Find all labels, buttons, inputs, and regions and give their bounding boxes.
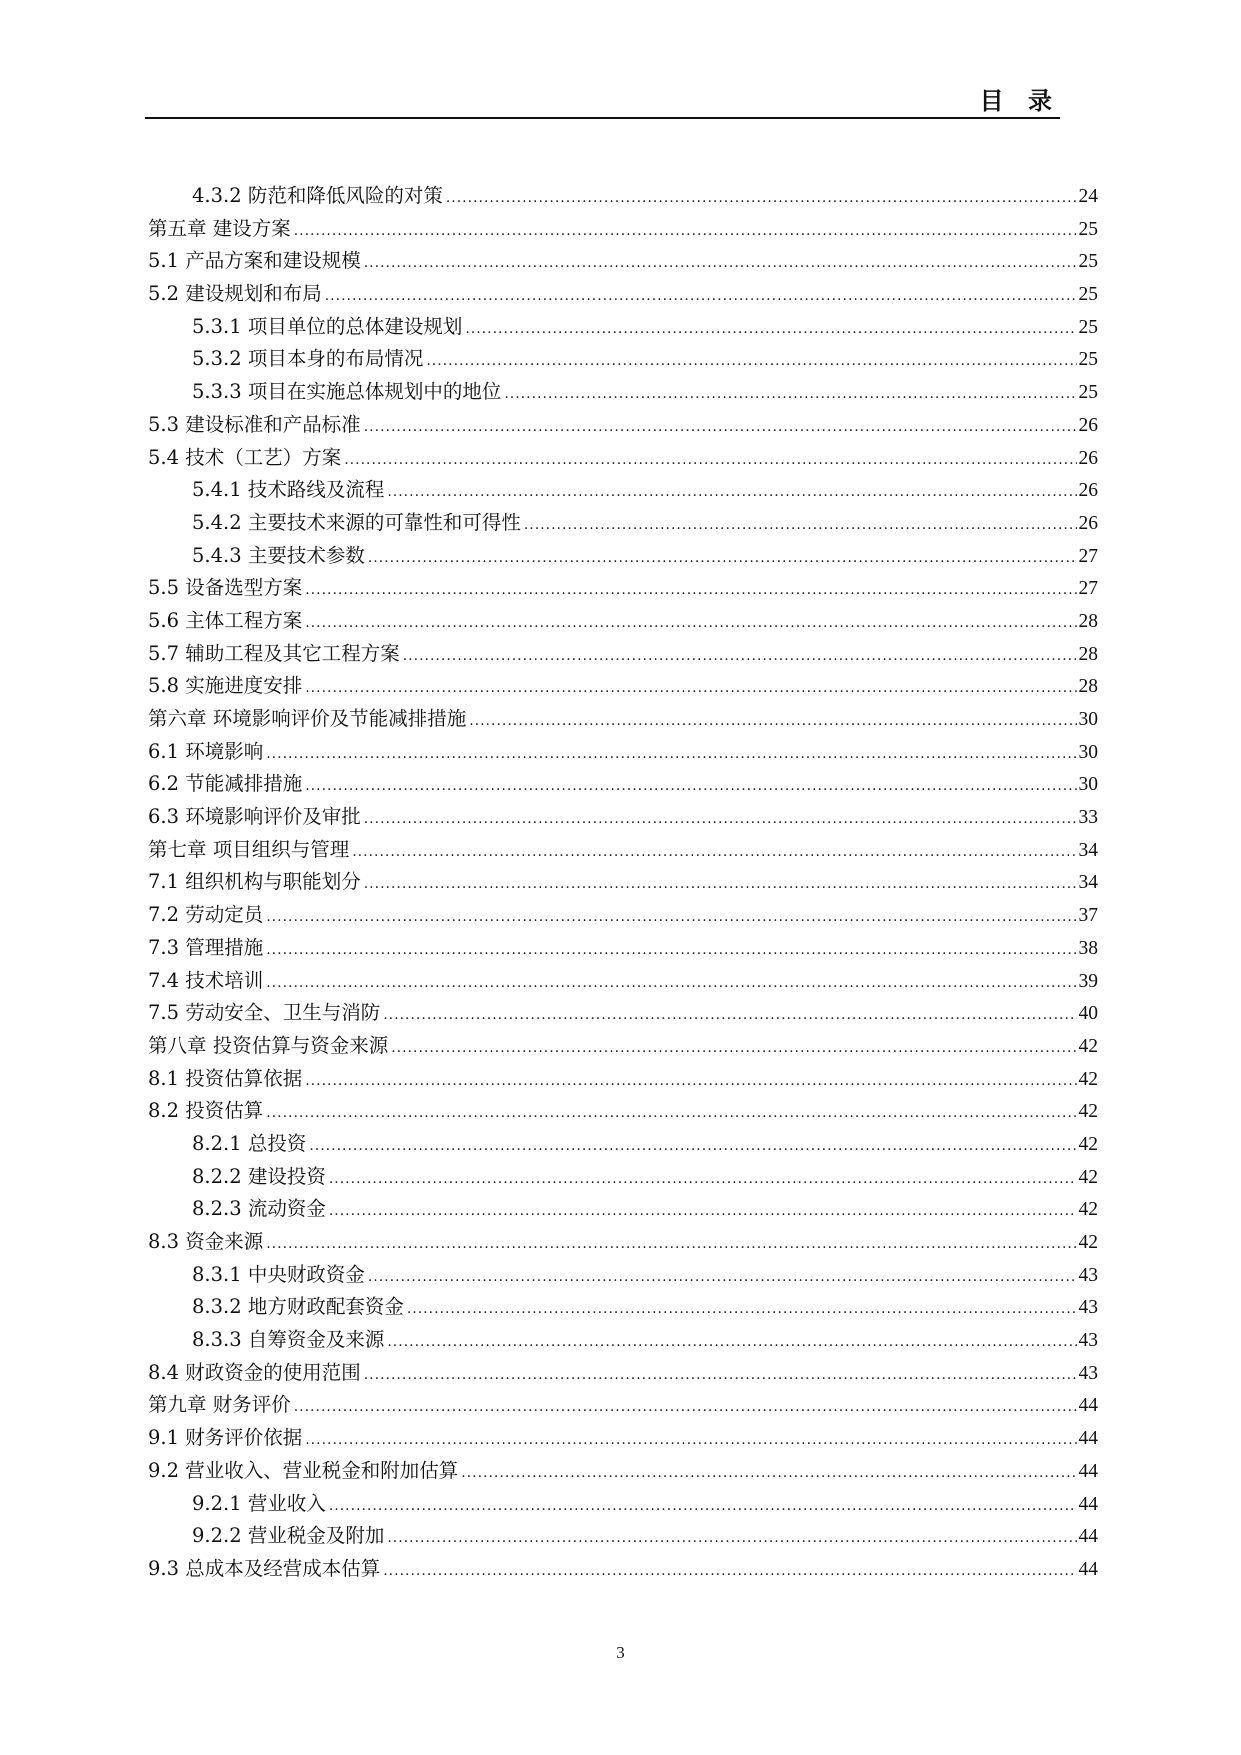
toc-entry-page-number: 25 [1078, 316, 1098, 338]
toc-dot-leader [352, 836, 1076, 869]
toc-entry-page-number: 42 [1078, 1068, 1098, 1090]
toc-dot-leader [524, 509, 1077, 542]
toc-entry[interactable] [148, 997, 1098, 1030]
toc-entry[interactable] [148, 1128, 1098, 1161]
toc-dot-leader [426, 345, 1076, 378]
toc-entry-label: 8.4 财政资金的使用范围 [148, 1360, 361, 1384]
toc-entry-label: 8.2.2 建设投资 [192, 1164, 326, 1188]
toc-dot-leader [329, 1195, 1077, 1228]
toc-entry[interactable] [148, 834, 1098, 867]
toc-entry-page-number: 42 [1078, 1232, 1098, 1253]
toc-entry-label: 第五章 建设方案 [148, 216, 291, 240]
toc-entry-label: 7.2 劳动定员 [148, 903, 264, 927]
toc-entry-page-number: 44 [1078, 1460, 1098, 1482]
toc-entry-page-number: 26 [1078, 480, 1098, 502]
toc-dot-leader [391, 1032, 1076, 1065]
toc-dot-leader [344, 444, 1076, 477]
toc-entry-page-number: 27 [1078, 578, 1098, 600]
toc-entry-label: 5.2 建设规划和布局 [148, 282, 322, 306]
toc-entry[interactable] [148, 1520, 1098, 1553]
toc-entry-label: 5.4.3 主要技术参数 [192, 543, 365, 567]
toc-entry-page-number: 27 [1078, 545, 1098, 567]
toc-dot-leader [309, 1130, 1076, 1163]
toc-entry-page-number: 26 [1078, 447, 1098, 469]
toc-entry[interactable] [148, 245, 1098, 278]
toc-entry-page-number: 44 [1078, 1558, 1098, 1580]
toc-entry-label: 5.1 产品方案和建设规模 [148, 249, 361, 273]
toc-entry-page-number: 42 [1078, 1166, 1098, 1188]
toc-dot-leader [364, 411, 1077, 444]
toc-entry-label: 8.3.1 中央财政资金 [192, 1262, 365, 1286]
toc-entry-label: 9.1 财务评价依据 [148, 1426, 303, 1450]
toc-entry-page-number: 30 [1078, 709, 1098, 730]
toc-entry-label: 7.5 劳动安全、卫生与消防 [148, 1001, 381, 1025]
toc-entry-page-number: 43 [1078, 1264, 1098, 1286]
toc-entry-label: 5.7 辅助工程及其它工程方案 [148, 641, 400, 665]
toc-entry-page-number: 39 [1078, 970, 1098, 992]
toc-entry-page-number: 34 [1078, 872, 1098, 894]
toc-entry-page-number: 42 [1078, 1133, 1098, 1155]
toc-entry-page-number: 43 [1078, 1330, 1098, 1352]
toc-dot-leader [325, 280, 1077, 313]
toc-entry-page-number: 33 [1078, 807, 1098, 829]
toc-dot-leader [364, 247, 1077, 280]
toc-dot-leader [329, 1163, 1077, 1196]
toc-entry-page-number: 28 [1078, 643, 1098, 665]
toc-entry-label: 8.3.2 地方财政配套资金 [192, 1295, 404, 1319]
toc-entry-label: 5.3.3 项目在实施总体规划中的地位 [192, 380, 502, 404]
toc-entry-label: 第九章 财务评价 [148, 1393, 291, 1417]
toc-entry-label: 5.4.1 技术路线及流程 [192, 478, 385, 502]
toc-entry[interactable] [148, 703, 1098, 736]
toc-entry-label: 9.3 总成本及经营成本估算 [148, 1556, 381, 1580]
toc-entry[interactable] [148, 442, 1098, 475]
toc-entry[interactable] [148, 540, 1098, 573]
header-divider [145, 117, 1060, 119]
toc-dot-leader [266, 738, 1076, 771]
toc-entry[interactable] [148, 278, 1098, 311]
toc-dot-leader [305, 672, 1076, 705]
toc-dot-leader [305, 770, 1076, 803]
toc-dot-leader [294, 1391, 1077, 1424]
toc-entry-page-number: 34 [1078, 839, 1098, 861]
toc-entry-page-number: 37 [1078, 905, 1098, 927]
toc-entry[interactable] [148, 1389, 1098, 1422]
toc-dot-leader [364, 803, 1077, 836]
toc-entry-label: 5.4.2 主要技术来源的可靠性和可得性 [192, 510, 521, 534]
toc-entry-label: 9.2 营业收入、营业税金和附加估算 [148, 1458, 459, 1482]
toc-entry-page-number: 28 [1078, 676, 1098, 698]
toc-entry[interactable] [148, 932, 1098, 965]
toc-dot-leader [364, 1359, 1077, 1392]
toc-dot-leader [461, 1457, 1076, 1490]
toc-entry[interactable] [148, 768, 1098, 801]
toc-entry[interactable] [148, 801, 1098, 834]
toc-entry[interactable] [148, 605, 1098, 638]
toc-dot-leader [266, 1097, 1076, 1130]
toc-entry[interactable] [148, 376, 1098, 409]
toc-entry[interactable] [148, 670, 1098, 703]
toc-entry[interactable] [148, 343, 1098, 376]
toc-entry[interactable] [148, 474, 1098, 507]
toc-entry-page-number: 44 [1078, 1526, 1098, 1548]
toc-dot-leader [504, 378, 1076, 411]
toc-entry[interactable] [148, 1324, 1098, 1357]
page-number: 3 [616, 1643, 625, 1662]
toc-entry-label: 8.3.3 自筹资金及来源 [192, 1328, 385, 1352]
toc-dot-leader [446, 182, 1077, 215]
toc-entry-label: 第七章 项目组织与管理 [148, 837, 350, 861]
toc-entry[interactable] [148, 1291, 1098, 1324]
toc-entry-label: 6.3 环境影响评价及审批 [148, 805, 361, 829]
toc-entry-label: 5.5 设备选型方案 [148, 576, 303, 600]
toc-entry-label: 7.1 组织机构与职能划分 [148, 870, 361, 894]
toc-dot-leader [266, 934, 1076, 967]
toc-entry-label: 第八章 投资估算与资金来源 [148, 1033, 389, 1057]
toc-dot-leader [469, 705, 1076, 738]
toc-entry-label: 6.1 环境影响 [148, 739, 264, 763]
toc-entry-page-number: 42 [1078, 1035, 1098, 1057]
toc-entry[interactable] [148, 965, 1098, 998]
toc-dot-leader [305, 574, 1076, 607]
toc-entry[interactable] [148, 638, 1098, 671]
toc-entry-label: 6.2 节能减排措施 [148, 772, 303, 796]
toc-entry[interactable] [148, 1226, 1098, 1259]
toc-entry-label: 8.2.1 总投资 [192, 1131, 307, 1155]
toc-entry-label: 7.3 管理措施 [148, 935, 264, 959]
toc-entry[interactable] [148, 572, 1098, 605]
toc-entry[interactable] [148, 1488, 1098, 1521]
toc-entry-label: 8.1 投资估算依据 [148, 1066, 303, 1090]
toc-entry-label: 8.2 投资估算 [148, 1099, 264, 1123]
toc-entry-page-number: 44 [1078, 1493, 1098, 1515]
toc-entry-label: 5.3.1 项目单位的总体建设规划 [192, 314, 463, 338]
toc-entry-label: 5.3 建设标准和产品标准 [148, 412, 361, 436]
toc-entry[interactable] [148, 1553, 1098, 1586]
toc-entry-label: 第六章 环境影响评价及节能减排措施 [148, 707, 467, 730]
toc-dot-leader [383, 999, 1076, 1032]
toc-entry[interactable] [148, 1422, 1098, 1455]
toc-dot-leader [266, 967, 1076, 1000]
toc-entry[interactable] [148, 899, 1098, 932]
toc-dot-leader [407, 1293, 1077, 1326]
toc-entry-label: 5.6 主体工程方案 [148, 608, 303, 632]
toc-entry-page-number: 25 [1078, 382, 1098, 404]
toc-entry-page-number: 26 [1078, 512, 1098, 534]
toc-entry[interactable] [148, 1455, 1098, 1488]
page-header-title: 目 录 [979, 87, 1060, 115]
toc-entry-page-number: 43 [1078, 1297, 1098, 1319]
toc-entry-page-number: 44 [1078, 1428, 1098, 1450]
toc-dot-leader [403, 640, 1077, 673]
toc-dot-leader [266, 901, 1076, 934]
toc-entry-label: 5.4 技术（工艺）方案 [148, 445, 342, 469]
toc-entry[interactable] [148, 736, 1098, 769]
toc-entry-page-number: 25 [1078, 349, 1098, 371]
toc-entry-page-number: 40 [1078, 1003, 1098, 1025]
toc-entry-page-number: 30 [1078, 741, 1098, 763]
toc-entry[interactable] [148, 1259, 1098, 1292]
toc-entry-page-number: 43 [1078, 1362, 1098, 1384]
toc-dot-leader [383, 1555, 1076, 1588]
toc-entry-label: 9.2.1 营业收入 [192, 1491, 326, 1515]
toc-dot-leader [368, 542, 1077, 575]
toc-dot-leader [329, 1490, 1077, 1523]
toc-entry-label: 8.3 资金来源 [148, 1230, 264, 1253]
toc-entry[interactable] [148, 180, 1098, 213]
toc-dot-leader [294, 215, 1077, 248]
toc-entry[interactable] [148, 311, 1098, 344]
toc-entry[interactable] [148, 409, 1098, 442]
toc-entry-label: 9.2.2 营业税金及附加 [192, 1524, 385, 1548]
toc-entry[interactable] [148, 507, 1098, 540]
table-of-contents [148, 180, 1098, 1586]
toc-entry[interactable] [148, 1030, 1098, 1063]
toc-dot-leader [305, 1065, 1076, 1098]
toc-dot-leader [368, 1261, 1077, 1294]
toc-entry-page-number: 26 [1078, 414, 1098, 436]
toc-entry-label: 7.4 技术培训 [148, 968, 264, 992]
toc-dot-leader [387, 476, 1076, 509]
toc-dot-leader [305, 607, 1076, 640]
toc-entry[interactable] [148, 1063, 1098, 1096]
toc-entry-page-number: 24 [1078, 186, 1098, 207]
toc-entry[interactable] [148, 1095, 1098, 1128]
toc-entry-page-number: 42 [1078, 1199, 1098, 1221]
toc-entry-page-number: 44 [1078, 1395, 1098, 1417]
toc-entry-page-number: 25 [1078, 251, 1098, 273]
toc-dot-leader [465, 313, 1076, 346]
toc-entry-label: 8.2.3 流动资金 [192, 1197, 326, 1221]
toc-entry-label: 5.8 实施进度安排 [148, 674, 303, 698]
toc-entry-label: 4.3.2 防范和降低风险的对策 [192, 184, 443, 207]
toc-entry[interactable] [148, 1161, 1098, 1194]
toc-entry[interactable] [148, 1193, 1098, 1226]
toc-dot-leader [387, 1326, 1076, 1359]
toc-entry-page-number: 42 [1078, 1101, 1098, 1123]
toc-entry[interactable] [148, 866, 1098, 899]
toc-entry-page-number: 28 [1078, 610, 1098, 632]
toc-entry[interactable] [148, 213, 1098, 246]
toc-entry-page-number: 25 [1078, 284, 1098, 306]
toc-dot-leader [364, 868, 1077, 901]
toc-dot-leader [305, 1424, 1076, 1457]
toc-entry-label: 5.3.2 项目本身的布局情况 [192, 347, 424, 371]
toc-dot-leader [266, 1228, 1076, 1261]
toc-entry[interactable] [148, 1357, 1098, 1390]
toc-entry-page-number: 30 [1078, 774, 1098, 796]
toc-entry-page-number: 25 [1078, 218, 1098, 240]
toc-dot-leader [387, 1522, 1076, 1555]
toc-entry-page-number: 38 [1078, 937, 1098, 959]
